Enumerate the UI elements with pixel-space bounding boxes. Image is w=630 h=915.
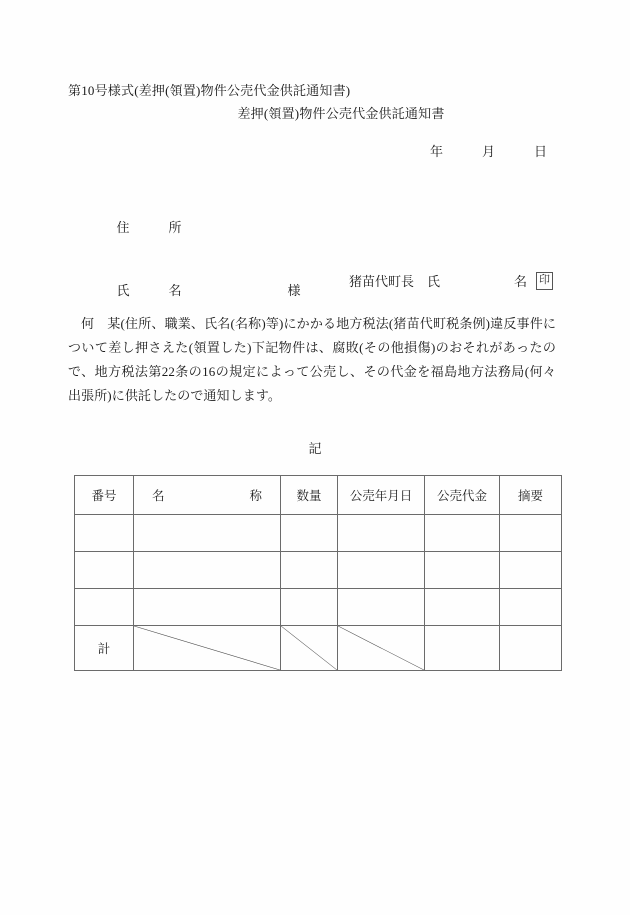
seal-stamp-icon: 印: [536, 272, 553, 290]
cell-sale-amount[interactable]: [425, 515, 500, 552]
issuer-name-label: 名: [514, 274, 528, 289]
issuer-block: [349, 271, 553, 290]
cell-name[interactable]: [134, 515, 281, 552]
header-quantity: 数量: [281, 476, 338, 515]
cell-quantity[interactable]: [281, 589, 338, 626]
items-table: [74, 475, 562, 671]
cell-sale-amount[interactable]: [425, 589, 500, 626]
cell-number[interactable]: [75, 552, 134, 589]
cell-quantity[interactable]: [281, 552, 338, 589]
cell-number[interactable]: [75, 589, 134, 626]
recipient-honorific: 様: [287, 283, 301, 298]
recipient-block: [97, 196, 301, 322]
body-paragraph: 何 某(住所、職業、氏名(名称)等)にかかる地方税法(猪苗代町税条例)違反事件について差し押さえた(領置した)下記物件は、腐敗(その他損傷)のおそれがあったので、地方税法第22条の16の規定によって公売し、その代金を福島地方法務局(何々出張所)に供託したので通知します。: [68, 316, 556, 403]
total-sale-amount[interactable]: [425, 626, 500, 671]
recipient-address-label: 住 所: [116, 220, 182, 235]
table-row: [75, 552, 562, 589]
cell-sale-date[interactable]: [338, 552, 425, 589]
diagonal-strike-icon: [134, 626, 280, 670]
total-remarks[interactable]: [500, 626, 562, 671]
cell-remarks[interactable]: [500, 552, 562, 589]
cell-number[interactable]: [75, 515, 134, 552]
cell-name[interactable]: [134, 552, 281, 589]
form-code: 第10号様式(差押(領置)物件公売代金供託通知書): [68, 83, 351, 98]
total-quantity-struck: [281, 626, 338, 671]
cell-remarks[interactable]: [500, 515, 562, 552]
recipient-name-label: 氏 名: [116, 283, 182, 298]
cell-remarks[interactable]: [500, 589, 562, 626]
header-sale-date: 公売年月日: [338, 476, 425, 515]
recipient-address-row: [97, 196, 301, 259]
header-sale-amount: 公売代金: [425, 476, 500, 515]
table-row: [75, 589, 562, 626]
cell-sale-date[interactable]: [338, 515, 425, 552]
table-header-row: [75, 476, 562, 515]
cell-quantity[interactable]: [281, 515, 338, 552]
diagonal-strike-icon: [281, 626, 337, 670]
total-sale-date-struck: [338, 626, 425, 671]
document-title: 差押(領置)物件公売代金供託通知書: [237, 106, 445, 121]
table-row: [75, 515, 562, 552]
total-name-struck: [134, 626, 281, 671]
header-remarks: 摘要: [500, 476, 562, 515]
ki-marker: 記: [308, 441, 322, 456]
date-line: 年 月 日: [430, 144, 548, 159]
issuer-office: 猪苗代町長 氏: [349, 274, 441, 289]
diagonal-strike-icon: [338, 626, 424, 670]
header-name-right: 称: [249, 489, 262, 503]
cell-name[interactable]: [134, 589, 281, 626]
header-name: [134, 476, 281, 515]
total-label: 計: [75, 626, 134, 671]
items-table-wrapper: [74, 475, 555, 671]
table-total-row: [75, 626, 562, 671]
header-number: 番号: [75, 476, 134, 515]
header-name-left: 名: [152, 489, 165, 503]
cell-sale-date[interactable]: [338, 589, 425, 626]
cell-sale-amount[interactable]: [425, 552, 500, 589]
